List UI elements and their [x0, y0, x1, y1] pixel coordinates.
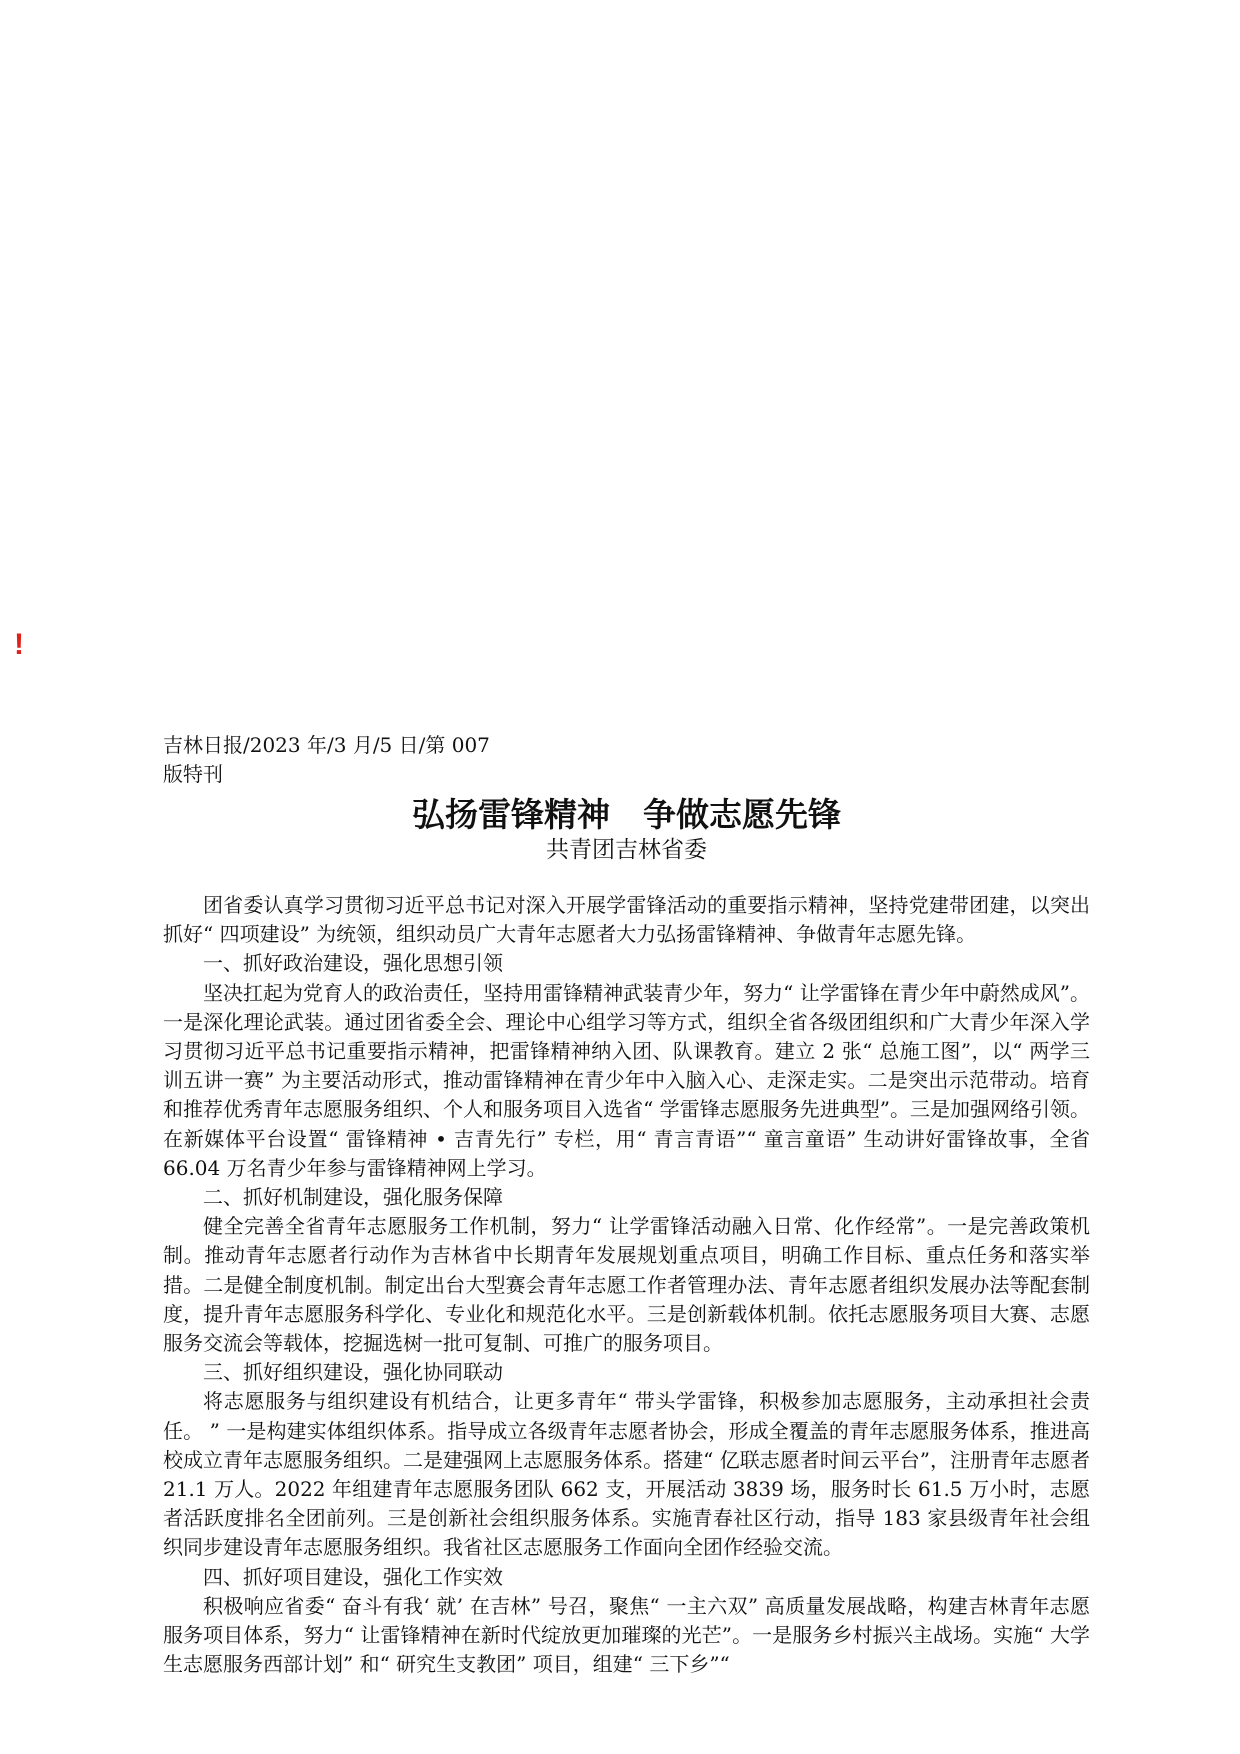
section-heading-2: 二、抓好机制建设，强化服务保障	[203, 1185, 503, 1210]
section-body-3: 将志愿服务与组织建设有机结合，让更多青年“ 带头学雷锋，积极参加志愿服务，主动承担社会责任。 ” 一是构建实体组织体系。指导成立各级青年志愿者协会，形成全覆盖的青年志愿服务体系，推进高校成立青年志愿服务组织。二是建强网上志愿服务体系。搭建“ 亿联志愿者时间云平台”，注册青年志愿者 21.1 万人。2022 年组建青年志愿服务团队 662 支，开展活动 3839 场，服务时长 61.5 万小时，志愿者活跃度排名全团前列。三是创新社会组织服务体系。实施青春社区行动，指导 183 家县级青年社会组织同步建设青年志愿服务组织。我省社区志愿服务工作面向全团作经验交流。	[163, 1389, 1090, 1560]
section-body-1: 坚决扛起为党育人的政治责任，坚持用雷锋精神武装青少年，努力“ 让学雷锋在青少年中蔚然成风”。一是深化理论武装。通过团省委全会、理论中心组学习等方式，组织全省各级团组织和广大青少年深入学习贯彻习近平总书记重要指示精神，把雷锋精神纳入团、队课教育。建立 2 张“ 总施工图”，以“ 两学三训五讲一赛” 为主要活动形式，推动雷锋精神在青少年中入脑入心、走深走实。二是突出示范带动。培育和推荐优秀青年志愿服务组织、个人和服务项目入选省“ 学雷锋志愿服务先进典型”。三是加强网络引领。在新媒体平台设置“ 雷锋精神 • 吉青先行” 专栏，用“ 青言青语”“ 童言童语” 生动讲好雷锋故事，全省 66.04 万名青少年参与雷锋精神网上学习。	[163, 980, 1090, 1180]
section-heading-4: 四、抓好项目建设，强化工作实效	[203, 1564, 503, 1589]
article-byline: 共青团吉林省委	[546, 837, 707, 863]
intro-paragraph: 团省委认真学习贯彻习近平总书记对深入开展学雷锋活动的重要指示精神，坚持党建带团建，以突出抓好“ 四项建设” 为统领，组织动员广大青年志愿者大力弘扬雷锋精神、争做青年志愿先锋。	[163, 893, 1090, 947]
section-heading-3: 三、抓好组织建设，强化协同联动	[203, 1360, 503, 1385]
section-heading-1: 一、抓好政治建设，强化思想引领	[203, 951, 503, 976]
section-body-4: 积极响应省委“ 奋斗有我‘ 就’ 在吉林” 号召，聚焦“ 一主六双” 高质量发展战略，构建吉林青年志愿服务项目体系，努力“ 让雷锋精神在新时代绽放更加璀璨的光芒”。一是服务乡村振兴主战场。实施“ 大学生志愿服务西部计划” 和“ 研究生支教团” 项目，组建“ 三下乡”“	[163, 1593, 1090, 1677]
section-body-2: 健全完善全省青年志愿服务工作机制，努力“ 让学雷锋活动融入日常、化作经常”。一是完善政策机制。推动青年志愿者行动作为吉林省中长期青年发展规划重点项目，明确工作目标、重点任务和落实举措。二是健全制度机制。制定出台大型赛会青年志愿工作者管理办法、青年志愿者组织发展办法等配套制度，提升青年志愿服务科学化、专业化和规范化水平。三是创新载体机制。依托志愿服务项目大赛、志愿服务交流会等载体，挖掘选树一批可复制、可推广的服务项目。	[163, 1214, 1090, 1356]
source-line: 吉林日报/2023 年/3 月/5 日/第 007	[163, 733, 490, 757]
red-exclamation-mark: !	[14, 628, 24, 661]
article	[163, 731, 1090, 1679]
article-headline: 弘扬雷锋精神 争做志愿先锋	[412, 795, 841, 834]
source-line-continued: 版特刊	[163, 762, 223, 786]
